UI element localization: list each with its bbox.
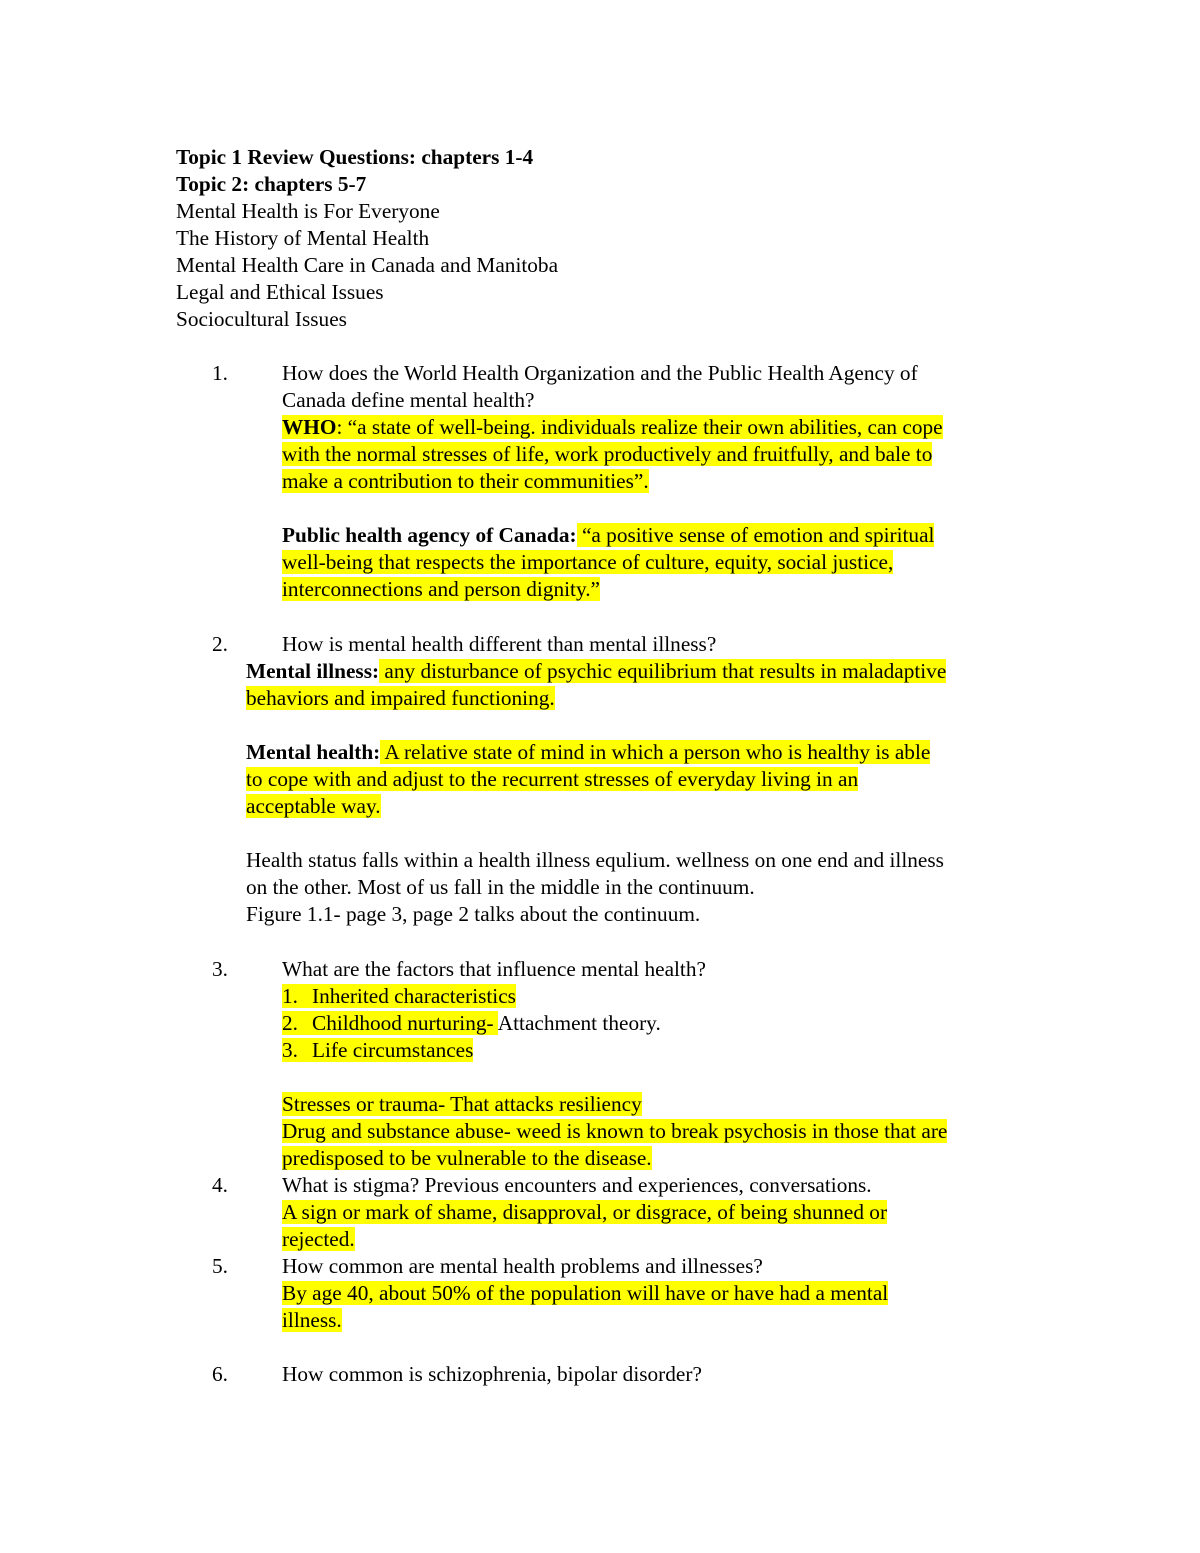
answer-line: make a contribution to their communities”.: [282, 469, 649, 493]
question-text: Canada define mental health?: [282, 388, 535, 412]
answer-line: illness.: [282, 1308, 342, 1332]
question-text: What are the factors that influence mental health?: [282, 957, 706, 981]
topic-item: Mental Health Care in Canada and Manitoba: [176, 253, 559, 277]
note-line: Health status falls within a health illness equlium. wellness on one end and illness: [246, 848, 944, 872]
topic-item: Legal and Ethical Issues: [176, 280, 384, 304]
question-text: How common is schizophrenia, bipolar disorder?: [282, 1362, 702, 1386]
question-number: 4.: [212, 1173, 228, 1197]
factor-item: 3. Life circumstances: [282, 1038, 474, 1062]
title-topic-1: Topic 1 Review Questions: chapters 1-4: [176, 145, 534, 169]
answer-line: Drug and substance abuse- weed is known to break psychosis in those that are: [282, 1119, 948, 1143]
answer-line: A sign or mark of shame, disapproval, or disgrace, of being shunned or: [282, 1200, 888, 1224]
question-number: 6.: [212, 1362, 228, 1386]
answer-line: rejected.: [282, 1227, 355, 1251]
question-text: How common are mental health problems and illnesses?: [282, 1254, 763, 1278]
question-number: 3.: [212, 957, 228, 981]
mental-illness-label: Mental illness:: [246, 659, 380, 683]
note-line: on the other. Most of us fall in the middle in the continuum.: [246, 875, 755, 899]
answer-line: Mental illness: any disturbance of psychic equilibrium that results in maladaptive: [246, 659, 947, 683]
answer-line: with the normal stresses of life, work productively and fruitfully, and bale to: [282, 442, 933, 466]
question-number: 5.: [212, 1254, 228, 1278]
answer-line: behaviors and impaired functioning.: [246, 686, 555, 710]
answer-line: interconnections and person dignity.”: [282, 577, 600, 601]
topic-item: Sociocultural Issues: [176, 307, 347, 331]
note-line: Figure 1.1- page 3, page 2 talks about the continuum.: [246, 902, 701, 926]
question-number: 1.: [212, 361, 228, 385]
phac-label: Public health agency of Canada:: [282, 523, 577, 547]
mental-health-label: Mental health:: [246, 740, 381, 764]
question-text: What is stigma? Previous encounters and experiences, conversations.: [282, 1173, 872, 1197]
factor-item: 2. Childhood nurturing- Attachment theory.: [282, 1011, 661, 1035]
who-label: WHO: [282, 415, 337, 439]
question-text: How is mental health different than mental illness?: [282, 632, 717, 656]
answer-line: Stresses or trauma- That attacks resiliency: [282, 1092, 642, 1116]
answer-line: predisposed to be vulnerable to the disease.: [282, 1146, 652, 1170]
topic-item: Mental Health is For Everyone: [176, 199, 440, 223]
answer-line: WHO: “a state of well-being. individuals realize their own abilities, can cope: [282, 415, 943, 439]
answer-line: Public health agency of Canada: “a positive sense of emotion and spiritual: [282, 523, 935, 547]
question-number: 2.: [212, 632, 228, 656]
topic-item: The History of Mental Health: [176, 226, 430, 250]
answer-line: By age 40, about 50% of the population will have or have had a mental: [282, 1281, 889, 1305]
answer-line: Mental health: A relative state of mind in which a person who is healthy is able: [246, 740, 931, 764]
answer-line: acceptable way.: [246, 794, 381, 818]
answer-line: to cope with and adjust to the recurrent stresses of everyday living in an: [246, 767, 859, 791]
title-topic-2: Topic 2: chapters 5-7: [176, 172, 367, 196]
answer-line: well-being that respects the importance of culture, equity, social justice,: [282, 550, 894, 574]
question-text: How does the World Health Organization and the Public Health Agency of: [282, 361, 918, 385]
factor-item: 1. Inherited characteristics: [282, 984, 516, 1008]
